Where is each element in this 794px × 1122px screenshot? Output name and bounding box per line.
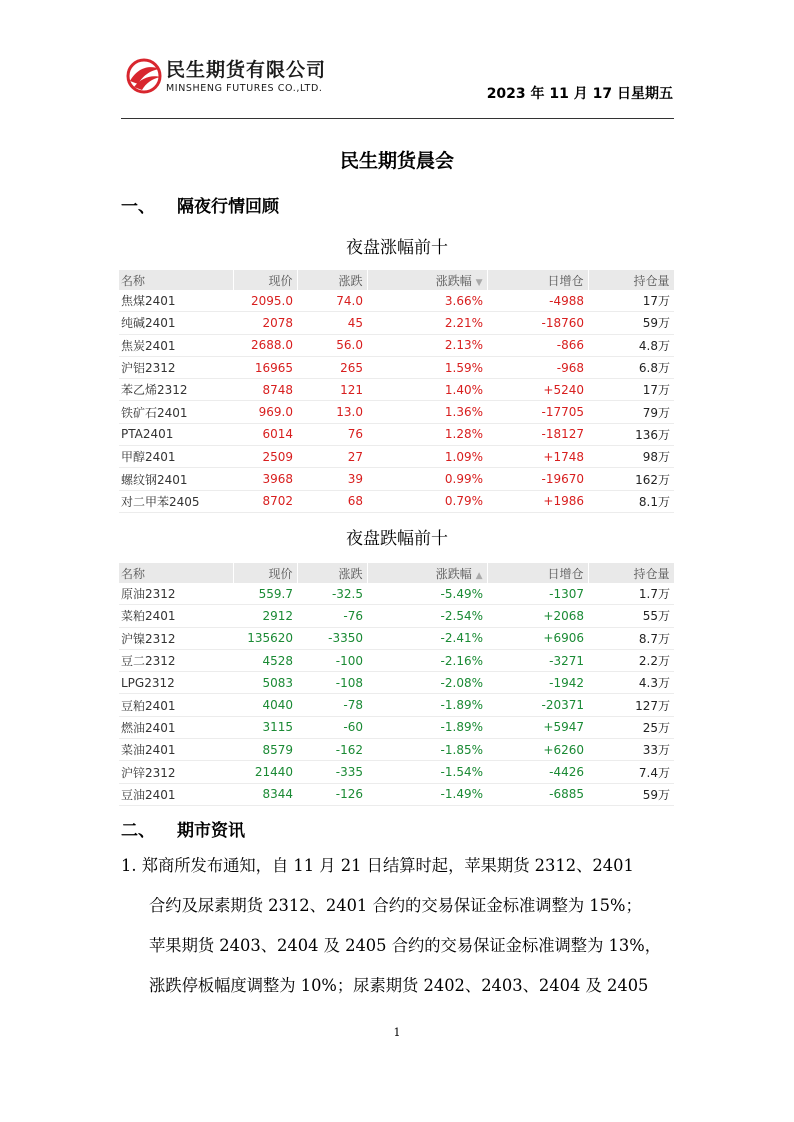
cell-open-interest: 6.8万 [588,356,674,378]
table-row[interactable] [119,783,674,805]
cell-name: 沪镍2312 [119,627,233,649]
news-line: 涨跌停板幅度调整为 10%；尿素期货 2402、2403、2404 及 2405 [149,976,649,995]
table-row[interactable] [119,672,674,694]
cell-name: LPG2312 [119,672,233,694]
cell-change: -126 [297,783,367,805]
table-row[interactable] [119,312,674,334]
cell-oi-change: +6906 [487,627,588,649]
table-row[interactable] [119,716,674,738]
cell-pct: 1.36% [367,401,487,423]
cell-open-interest: 98万 [588,446,674,468]
cell-pct: 1.09% [367,446,487,468]
cell-price: 8748 [233,379,297,401]
table-up-title: 夜盘涨幅前十 [346,238,448,258]
cell-name: 甲醇2401 [119,446,233,468]
cell-pct: 1.59% [367,356,487,378]
table-row[interactable] [119,583,674,605]
cell-name: 豆二2312 [119,649,233,671]
col-pct-label: 涨跌幅 [435,273,472,288]
cell-pct: -1.85% [367,739,487,761]
cell-name: 沪铝2312 [119,356,233,378]
cell-name: 豆油2401 [119,783,233,805]
cell-change: -3350 [297,627,367,649]
col-name[interactable]: 名称 [119,563,233,583]
cell-name: 铁矿石2401 [119,401,233,423]
page-number: 1 [393,1026,401,1039]
cell-open-interest: 25万 [588,716,674,738]
table-row[interactable] [119,649,674,671]
cell-oi-change: -20371 [487,694,588,716]
cell-name: 豆粕2401 [119,694,233,716]
cell-open-interest: 55万 [588,605,674,627]
cell-oi-change: -17705 [487,401,588,423]
cell-pct: 3.66% [367,290,487,312]
cell-pct: -1.89% [367,716,487,738]
company-logo [126,55,366,103]
cell-open-interest: 162万 [588,468,674,490]
cell-name: 燃油2401 [119,716,233,738]
cell-price: 2509 [233,446,297,468]
cell-price: 969.0 [233,401,297,423]
cell-price: 3115 [233,716,297,738]
table-row[interactable] [119,446,674,468]
cell-open-interest: 17万 [588,379,674,401]
cell-open-interest: 79万 [588,401,674,423]
col-pct[interactable] [367,270,487,290]
cell-pct: -2.16% [367,649,487,671]
table-header-row [119,270,674,290]
cell-price: 16965 [233,356,297,378]
col-open-interest[interactable]: 持仓量 [588,270,674,290]
section-title: 期市资讯 [177,821,245,841]
cell-oi-change: -19670 [487,468,588,490]
section-title: 隔夜行情回顾 [177,197,279,217]
cell-pct: -2.41% [367,627,487,649]
losers-table [119,563,675,806]
company-name-en: MINSHENG FUTURES CO.,LTD. [166,83,323,94]
cell-open-interest: 4.8万 [588,334,674,356]
col-name[interactable]: 名称 [119,270,233,290]
cell-change: -108 [297,672,367,694]
cell-name: 螺纹钢2401 [119,468,233,490]
cell-oi-change: +1748 [487,446,588,468]
table-row[interactable] [119,468,674,490]
cell-change: 121 [297,379,367,401]
table-row[interactable] [119,423,674,445]
table-row[interactable] [119,379,674,401]
cell-open-interest: 127万 [588,694,674,716]
cell-oi-change: +2068 [487,605,588,627]
section-heading-news [121,816,245,841]
cell-change: 68 [297,490,367,512]
table-row[interactable] [119,356,674,378]
col-price[interactable]: 现价 [233,270,297,290]
section-number: 一、 [121,197,155,217]
cell-price: 3968 [233,468,297,490]
cell-change: -60 [297,716,367,738]
table-down-title: 夜盘跌幅前十 [346,529,448,549]
cell-change: -76 [297,605,367,627]
cell-pct: -5.49% [367,583,487,605]
cell-price: 2912 [233,605,297,627]
cell-oi-change: +5240 [487,379,588,401]
table-row[interactable] [119,490,674,512]
col-change[interactable]: 涨跌 [297,270,367,290]
cell-price: 4528 [233,649,297,671]
cell-price: 2095.0 [233,290,297,312]
cell-price: 135620 [233,627,297,649]
cell-name: PTA2401 [119,423,233,445]
cell-oi-change: +1986 [487,490,588,512]
cell-price: 2688.0 [233,334,297,356]
cell-change: -335 [297,761,367,783]
col-open-interest[interactable]: 持仓量 [588,563,674,583]
table-row[interactable] [119,694,674,716]
table-row[interactable] [119,627,674,649]
cell-open-interest: 59万 [588,312,674,334]
cell-open-interest: 59万 [588,783,674,805]
cell-change: 27 [297,446,367,468]
table-row[interactable] [119,290,674,312]
section-number: 二、 [121,821,155,841]
cell-pct: 2.13% [367,334,487,356]
cell-oi-change: -3271 [487,649,588,671]
cell-open-interest: 17万 [588,290,674,312]
cell-change: -100 [297,649,367,671]
cell-name: 纯碱2401 [119,312,233,334]
cell-oi-change: -968 [487,356,588,378]
sort-asc-icon: ▲ [475,570,483,581]
table-row[interactable] [119,605,674,627]
cell-open-interest: 8.1万 [588,490,674,512]
cell-pct: -2.54% [367,605,487,627]
cell-open-interest: 7.4万 [588,761,674,783]
cell-open-interest: 4.3万 [588,672,674,694]
cell-price: 8579 [233,739,297,761]
news-paragraph [121,846,681,1006]
cell-oi-change: -6885 [487,783,588,805]
report-date: 2023 年 11 月 17 日星期五 [486,86,673,102]
cell-pct: 2.21% [367,312,487,334]
cell-pct: 1.28% [367,423,487,445]
cell-open-interest: 1.7万 [588,583,674,605]
sort-desc-icon: ▼ [475,277,483,288]
table-header-row [119,563,674,583]
table-row[interactable] [119,401,674,423]
company-name-cn: 民生期货有限公司 [166,59,327,81]
cell-change: 56.0 [297,334,367,356]
table-row[interactable] [119,334,674,356]
cell-price: 2078 [233,312,297,334]
news-line: 苹果期货 2403、2404 及 2405 合约的交易保证金标准调整为 13%， [149,936,661,955]
cell-change: -78 [297,694,367,716]
cell-price: 8702 [233,490,297,512]
cell-price: 5083 [233,672,297,694]
cell-name: 沪锌2312 [119,761,233,783]
col-pct-label: 涨跌幅 [435,566,472,581]
cell-change: 76 [297,423,367,445]
col-price[interactable]: 现价 [233,563,297,583]
cell-oi-change: -18127 [487,423,588,445]
cell-name: 焦煤2401 [119,290,233,312]
cell-oi-change: -4426 [487,761,588,783]
cell-oi-change: -4988 [487,290,588,312]
table-row[interactable] [119,739,674,761]
section-heading-review [121,192,279,217]
news-line: 合约及尿素期货 2312、2401 合约的交易保证金标准调整为 15%； [149,896,642,915]
cell-oi-change: +6260 [487,739,588,761]
cell-change: 39 [297,468,367,490]
news-line: 1. 郑商所发布通知，自 11 月 21 日结算时起，苹果期货 2312、2401 [121,856,634,875]
col-pct[interactable] [367,563,487,583]
header-divider [121,118,674,119]
cell-pct: 1.40% [367,379,487,401]
cell-change: 74.0 [297,290,367,312]
cell-name: 原油2312 [119,583,233,605]
cell-change: 265 [297,356,367,378]
cell-price: 21440 [233,761,297,783]
cell-name: 菜油2401 [119,739,233,761]
cell-name: 对二甲苯2405 [119,490,233,512]
cell-price: 559.7 [233,583,297,605]
doc-title: 民生期货晨会 [339,150,454,172]
table-row[interactable] [119,761,674,783]
col-oi-change[interactable]: 日增仓 [487,563,588,583]
cell-change: -162 [297,739,367,761]
cell-name: 焦炭2401 [119,334,233,356]
cell-change: 13.0 [297,401,367,423]
cell-price: 4040 [233,694,297,716]
cell-open-interest: 33万 [588,739,674,761]
cell-open-interest: 8.7万 [588,627,674,649]
cell-pct: 0.79% [367,490,487,512]
cell-pct: 0.99% [367,468,487,490]
cell-oi-change: -1307 [487,583,588,605]
cell-pct: -2.08% [367,672,487,694]
cell-name: 苯乙烯2312 [119,379,233,401]
col-change[interactable]: 涨跌 [297,563,367,583]
cell-oi-change: -1942 [487,672,588,694]
cell-price: 6014 [233,423,297,445]
cell-open-interest: 136万 [588,423,674,445]
cell-pct: -1.89% [367,694,487,716]
cell-open-interest: 2.2万 [588,649,674,671]
cell-change: -32.5 [297,583,367,605]
col-oi-change[interactable]: 日增仓 [487,270,588,290]
cell-oi-change: -866 [487,334,588,356]
minsheng-logo-icon [126,57,162,95]
cell-change: 45 [297,312,367,334]
cell-pct: -1.49% [367,783,487,805]
cell-oi-change: -18760 [487,312,588,334]
cell-oi-change: +5947 [487,716,588,738]
gainers-table [119,270,675,513]
cell-name: 菜粕2401 [119,605,233,627]
cell-price: 8344 [233,783,297,805]
cell-pct: -1.54% [367,761,487,783]
